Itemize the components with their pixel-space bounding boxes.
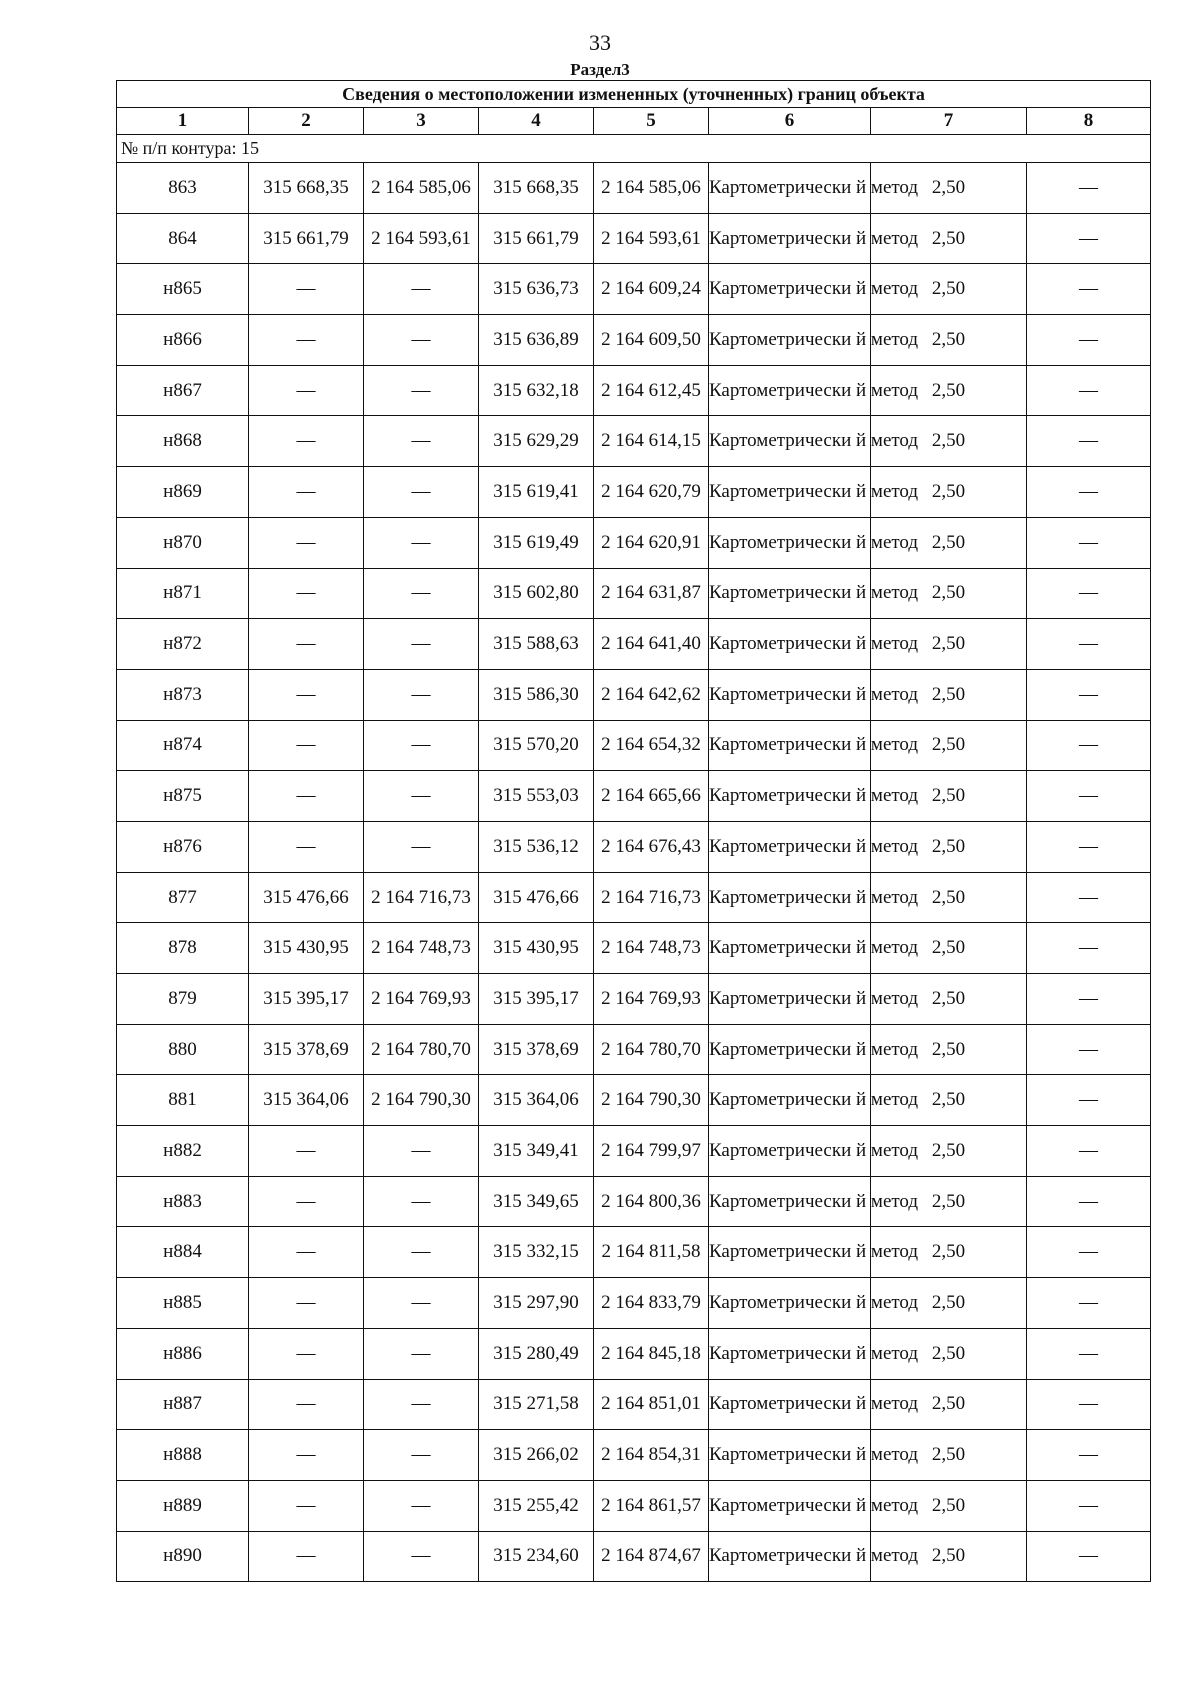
existing-x-cell: —: [249, 720, 364, 771]
accuracy-cell: 2,50: [871, 1227, 1027, 1278]
description-cell: —: [1027, 771, 1151, 822]
existing-y-cell: —: [364, 619, 479, 670]
new-y-cell: 2 164 833,79: [594, 1278, 709, 1329]
point-number-cell: н867: [117, 365, 249, 416]
new-x-cell: 315 536,12: [479, 821, 594, 872]
method-cell: Картометрически й метод: [709, 416, 871, 467]
table-row: [117, 974, 1151, 1025]
table-row: [117, 416, 1151, 467]
table-row: [117, 365, 1151, 416]
description-cell: —: [1027, 720, 1151, 771]
accuracy-cell: 2,50: [871, 1126, 1027, 1177]
new-y-cell: 2 164 620,79: [594, 467, 709, 518]
accuracy-cell: 2,50: [871, 264, 1027, 315]
table-row: [117, 1430, 1151, 1481]
existing-x-cell: —: [249, 1328, 364, 1379]
existing-x-cell: —: [249, 264, 364, 315]
new-x-cell: 315 349,41: [479, 1126, 594, 1177]
method-cell: Картометрически й метод: [709, 1278, 871, 1329]
description-cell: —: [1027, 1024, 1151, 1075]
existing-x-cell: 315 378,69: [249, 1024, 364, 1075]
new-y-cell: 2 164 609,50: [594, 315, 709, 366]
existing-y-cell: —: [364, 365, 479, 416]
new-y-cell: 2 164 612,45: [594, 365, 709, 416]
description-cell: —: [1027, 872, 1151, 923]
method-cell: Картометрически й метод: [709, 974, 871, 1025]
table-row: [117, 163, 1151, 214]
existing-y-cell: 2 164 780,70: [364, 1024, 479, 1075]
new-y-cell: 2 164 585,06: [594, 163, 709, 214]
table-row: [117, 1480, 1151, 1531]
existing-x-cell: 315 395,17: [249, 974, 364, 1025]
column-number: 4: [479, 108, 594, 135]
point-number-cell: 881: [117, 1075, 249, 1126]
accuracy-cell: 2,50: [871, 821, 1027, 872]
new-x-cell: 315 430,95: [479, 923, 594, 974]
existing-y-cell: 2 164 769,93: [364, 974, 479, 1025]
existing-y-cell: —: [364, 1328, 479, 1379]
table-row: [117, 720, 1151, 771]
point-number-cell: н871: [117, 568, 249, 619]
table-row: [117, 517, 1151, 568]
method-cell: Картометрически й метод: [709, 771, 871, 822]
point-number-cell: н884: [117, 1227, 249, 1278]
table-caption-row: [117, 81, 1151, 108]
column-number: 1: [117, 108, 249, 135]
contour-row: [117, 135, 1151, 163]
existing-y-cell: 2 164 716,73: [364, 872, 479, 923]
existing-x-cell: —: [249, 467, 364, 518]
table-caption: Сведения о местоположении измененных (уточненных) границ объекта: [117, 81, 1151, 108]
existing-y-cell: —: [364, 1430, 479, 1481]
column-numbers-row: [117, 108, 1151, 135]
description-cell: —: [1027, 1278, 1151, 1329]
description-cell: —: [1027, 669, 1151, 720]
point-number-cell: н875: [117, 771, 249, 822]
accuracy-cell: 2,50: [871, 163, 1027, 214]
column-number: 6: [709, 108, 871, 135]
existing-x-cell: —: [249, 619, 364, 670]
point-number-cell: 877: [117, 872, 249, 923]
new-y-cell: 2 164 641,40: [594, 619, 709, 670]
new-x-cell: 315 378,69: [479, 1024, 594, 1075]
existing-x-cell: 315 430,95: [249, 923, 364, 974]
new-y-cell: 2 164 614,15: [594, 416, 709, 467]
method-cell: Картометрически й метод: [709, 365, 871, 416]
existing-y-cell: —: [364, 416, 479, 467]
existing-y-cell: —: [364, 720, 479, 771]
new-x-cell: 315 234,60: [479, 1531, 594, 1582]
existing-y-cell: 2 164 593,61: [364, 213, 479, 264]
method-cell: Картометрически й метод: [709, 163, 871, 214]
method-cell: Картометрически й метод: [709, 821, 871, 872]
contour-label: № п/п контура: 15: [117, 135, 1151, 163]
accuracy-cell: 2,50: [871, 1328, 1027, 1379]
table-row: [117, 1024, 1151, 1075]
table-row: [117, 1531, 1151, 1582]
existing-y-cell: 2 164 790,30: [364, 1075, 479, 1126]
new-x-cell: 315 297,90: [479, 1278, 594, 1329]
point-number-cell: н882: [117, 1126, 249, 1177]
new-y-cell: 2 164 642,62: [594, 669, 709, 720]
existing-y-cell: —: [364, 821, 479, 872]
description-cell: —: [1027, 1379, 1151, 1430]
description-cell: —: [1027, 264, 1151, 315]
new-y-cell: 2 164 769,93: [594, 974, 709, 1025]
page-number: 33: [589, 30, 611, 55]
existing-x-cell: —: [249, 568, 364, 619]
description-cell: —: [1027, 821, 1151, 872]
existing-x-cell: —: [249, 821, 364, 872]
description-cell: —: [1027, 1075, 1151, 1126]
existing-x-cell: —: [249, 1126, 364, 1177]
new-y-cell: 2 164 676,43: [594, 821, 709, 872]
point-number-cell: н866: [117, 315, 249, 366]
column-number: 5: [594, 108, 709, 135]
method-cell: Картометрически й метод: [709, 872, 871, 923]
table-row: [117, 213, 1151, 264]
existing-x-cell: 315 668,35: [249, 163, 364, 214]
new-y-cell: 2 164 665,66: [594, 771, 709, 822]
point-number-cell: н865: [117, 264, 249, 315]
existing-y-cell: —: [364, 1126, 479, 1177]
method-cell: Картометрически й метод: [709, 1328, 871, 1379]
accuracy-cell: 2,50: [871, 1531, 1027, 1582]
point-number-cell: н888: [117, 1430, 249, 1481]
new-x-cell: 315 586,30: [479, 669, 594, 720]
new-x-cell: 315 364,06: [479, 1075, 594, 1126]
point-number-cell: н885: [117, 1278, 249, 1329]
new-x-cell: 315 619,49: [479, 517, 594, 568]
new-x-cell: 315 668,35: [479, 163, 594, 214]
table-row: [117, 923, 1151, 974]
method-cell: Картометрически й метод: [709, 517, 871, 568]
point-number-cell: н869: [117, 467, 249, 518]
description-cell: —: [1027, 517, 1151, 568]
new-y-cell: 2 164 780,70: [594, 1024, 709, 1075]
column-number: 3: [364, 108, 479, 135]
new-y-cell: 2 164 811,58: [594, 1227, 709, 1278]
table-row: [117, 821, 1151, 872]
existing-y-cell: —: [364, 467, 479, 518]
table-row: [117, 1328, 1151, 1379]
description-cell: —: [1027, 1430, 1151, 1481]
existing-x-cell: —: [249, 1379, 364, 1430]
table-body: [117, 81, 1151, 1582]
existing-y-cell: —: [364, 264, 479, 315]
existing-y-cell: —: [364, 669, 479, 720]
new-x-cell: 315 619,41: [479, 467, 594, 518]
accuracy-cell: 2,50: [871, 1379, 1027, 1430]
section-title: Раздел3: [570, 60, 630, 79]
table-row: [117, 669, 1151, 720]
existing-x-cell: —: [249, 365, 364, 416]
method-cell: Картометрически й метод: [709, 315, 871, 366]
description-cell: —: [1027, 923, 1151, 974]
point-number-cell: 880: [117, 1024, 249, 1075]
table-row: [117, 872, 1151, 923]
new-x-cell: 315 476,66: [479, 872, 594, 923]
description-cell: —: [1027, 213, 1151, 264]
new-y-cell: 2 164 800,36: [594, 1176, 709, 1227]
description-cell: —: [1027, 1480, 1151, 1531]
existing-y-cell: —: [364, 1227, 479, 1278]
existing-x-cell: 315 364,06: [249, 1075, 364, 1126]
description-cell: —: [1027, 974, 1151, 1025]
new-y-cell: 2 164 861,57: [594, 1480, 709, 1531]
table-row: [117, 467, 1151, 518]
point-number-cell: н890: [117, 1531, 249, 1582]
table-row: [117, 264, 1151, 315]
new-x-cell: 315 636,73: [479, 264, 594, 315]
existing-x-cell: —: [249, 669, 364, 720]
description-cell: —: [1027, 365, 1151, 416]
method-cell: Картометрически й метод: [709, 669, 871, 720]
point-number-cell: н868: [117, 416, 249, 467]
existing-y-cell: —: [364, 517, 479, 568]
method-cell: Картометрически й метод: [709, 1430, 871, 1481]
existing-y-cell: —: [364, 315, 479, 366]
accuracy-cell: 2,50: [871, 1176, 1027, 1227]
new-y-cell: 2 164 654,32: [594, 720, 709, 771]
accuracy-cell: 2,50: [871, 315, 1027, 366]
point-number-cell: н873: [117, 669, 249, 720]
accuracy-cell: 2,50: [871, 619, 1027, 670]
accuracy-cell: 2,50: [871, 467, 1027, 518]
table-row: [117, 619, 1151, 670]
table-row: [117, 568, 1151, 619]
existing-y-cell: 2 164 585,06: [364, 163, 479, 214]
new-y-cell: 2 164 874,67: [594, 1531, 709, 1582]
accuracy-cell: 2,50: [871, 1480, 1027, 1531]
new-y-cell: 2 164 620,91: [594, 517, 709, 568]
new-y-cell: 2 164 799,97: [594, 1126, 709, 1177]
description-cell: —: [1027, 1227, 1151, 1278]
existing-x-cell: —: [249, 771, 364, 822]
accuracy-cell: 2,50: [871, 1075, 1027, 1126]
description-cell: —: [1027, 163, 1151, 214]
new-x-cell: 315 255,42: [479, 1480, 594, 1531]
new-y-cell: 2 164 845,18: [594, 1328, 709, 1379]
new-x-cell: 315 332,15: [479, 1227, 594, 1278]
accuracy-cell: 2,50: [871, 872, 1027, 923]
method-cell: Картометрически й метод: [709, 720, 871, 771]
new-y-cell: 2 164 609,24: [594, 264, 709, 315]
new-x-cell: 315 349,65: [479, 1176, 594, 1227]
accuracy-cell: 2,50: [871, 517, 1027, 568]
point-number-cell: 878: [117, 923, 249, 974]
accuracy-cell: 2,50: [871, 1024, 1027, 1075]
table-row: [117, 1126, 1151, 1177]
existing-x-cell: —: [249, 1227, 364, 1278]
new-x-cell: 315 629,29: [479, 416, 594, 467]
column-number: 7: [871, 108, 1027, 135]
new-y-cell: 2 164 631,87: [594, 568, 709, 619]
description-cell: —: [1027, 1328, 1151, 1379]
new-y-cell: 2 164 593,61: [594, 213, 709, 264]
table-row: [117, 1176, 1151, 1227]
existing-x-cell: —: [249, 416, 364, 467]
existing-x-cell: —: [249, 315, 364, 366]
description-cell: —: [1027, 467, 1151, 518]
new-x-cell: 315 661,79: [479, 213, 594, 264]
existing-y-cell: 2 164 748,73: [364, 923, 479, 974]
existing-y-cell: —: [364, 1480, 479, 1531]
table-row: [117, 1278, 1151, 1329]
new-y-cell: 2 164 854,31: [594, 1430, 709, 1481]
description-cell: —: [1027, 1126, 1151, 1177]
existing-x-cell: —: [249, 1278, 364, 1329]
new-x-cell: 315 570,20: [479, 720, 594, 771]
existing-x-cell: —: [249, 1176, 364, 1227]
accuracy-cell: 2,50: [871, 1430, 1027, 1481]
description-cell: —: [1027, 416, 1151, 467]
description-cell: —: [1027, 1176, 1151, 1227]
existing-x-cell: —: [249, 1480, 364, 1531]
existing-y-cell: —: [364, 1176, 479, 1227]
point-number-cell: 863: [117, 163, 249, 214]
boundary-coordinates-table: [116, 80, 1151, 1582]
existing-y-cell: —: [364, 568, 479, 619]
existing-x-cell: —: [249, 1430, 364, 1481]
new-x-cell: 315 266,02: [479, 1430, 594, 1481]
description-cell: —: [1027, 568, 1151, 619]
point-number-cell: н870: [117, 517, 249, 568]
accuracy-cell: 2,50: [871, 1278, 1027, 1329]
method-cell: Картометрически й метод: [709, 1126, 871, 1177]
table-row: [117, 1075, 1151, 1126]
existing-y-cell: —: [364, 771, 479, 822]
new-x-cell: 315 280,49: [479, 1328, 594, 1379]
method-cell: Картометрически й метод: [709, 1227, 871, 1278]
point-number-cell: н883: [117, 1176, 249, 1227]
existing-x-cell: —: [249, 517, 364, 568]
new-y-cell: 2 164 716,73: [594, 872, 709, 923]
table-row: [117, 315, 1151, 366]
point-number-cell: н874: [117, 720, 249, 771]
method-cell: Картометрически й метод: [709, 1075, 871, 1126]
column-number: 2: [249, 108, 364, 135]
existing-x-cell: 315 661,79: [249, 213, 364, 264]
method-cell: Картометрически й метод: [709, 1176, 871, 1227]
accuracy-cell: 2,50: [871, 213, 1027, 264]
table-row: [117, 771, 1151, 822]
point-number-cell: н887: [117, 1379, 249, 1430]
method-cell: Картометрически й метод: [709, 619, 871, 670]
point-number-cell: н872: [117, 619, 249, 670]
method-cell: Картометрически й метод: [709, 1480, 871, 1531]
method-cell: Картометрически й метод: [709, 1379, 871, 1430]
method-cell: Картометрически й метод: [709, 568, 871, 619]
new-x-cell: 315 632,18: [479, 365, 594, 416]
existing-y-cell: —: [364, 1379, 479, 1430]
new-x-cell: 315 636,89: [479, 315, 594, 366]
new-x-cell: 315 602,80: [479, 568, 594, 619]
existing-x-cell: 315 476,66: [249, 872, 364, 923]
new-x-cell: 315 588,63: [479, 619, 594, 670]
new-y-cell: 2 164 790,30: [594, 1075, 709, 1126]
accuracy-cell: 2,50: [871, 669, 1027, 720]
point-number-cell: 864: [117, 213, 249, 264]
accuracy-cell: 2,50: [871, 720, 1027, 771]
accuracy-cell: 2,50: [871, 923, 1027, 974]
new-x-cell: 315 395,17: [479, 974, 594, 1025]
existing-x-cell: —: [249, 1531, 364, 1582]
point-number-cell: н876: [117, 821, 249, 872]
new-x-cell: 315 553,03: [479, 771, 594, 822]
method-cell: Картометрически й метод: [709, 467, 871, 518]
accuracy-cell: 2,50: [871, 974, 1027, 1025]
method-cell: Картометрически й метод: [709, 1531, 871, 1582]
accuracy-cell: 2,50: [871, 771, 1027, 822]
table-row: [117, 1379, 1151, 1430]
accuracy-cell: 2,50: [871, 416, 1027, 467]
point-number-cell: 879: [117, 974, 249, 1025]
description-cell: —: [1027, 619, 1151, 670]
point-number-cell: н889: [117, 1480, 249, 1531]
new-y-cell: 2 164 748,73: [594, 923, 709, 974]
method-cell: Картометрически й метод: [709, 1024, 871, 1075]
method-cell: Картометрически й метод: [709, 264, 871, 315]
column-number: 8: [1027, 108, 1151, 135]
existing-y-cell: —: [364, 1278, 479, 1329]
accuracy-cell: 2,50: [871, 568, 1027, 619]
method-cell: Картометрически й метод: [709, 923, 871, 974]
description-cell: —: [1027, 1531, 1151, 1582]
table-row: [117, 1227, 1151, 1278]
accuracy-cell: 2,50: [871, 365, 1027, 416]
new-y-cell: 2 164 851,01: [594, 1379, 709, 1430]
new-x-cell: 315 271,58: [479, 1379, 594, 1430]
existing-y-cell: —: [364, 1531, 479, 1582]
method-cell: Картометрически й метод: [709, 213, 871, 264]
description-cell: —: [1027, 315, 1151, 366]
point-number-cell: н886: [117, 1328, 249, 1379]
